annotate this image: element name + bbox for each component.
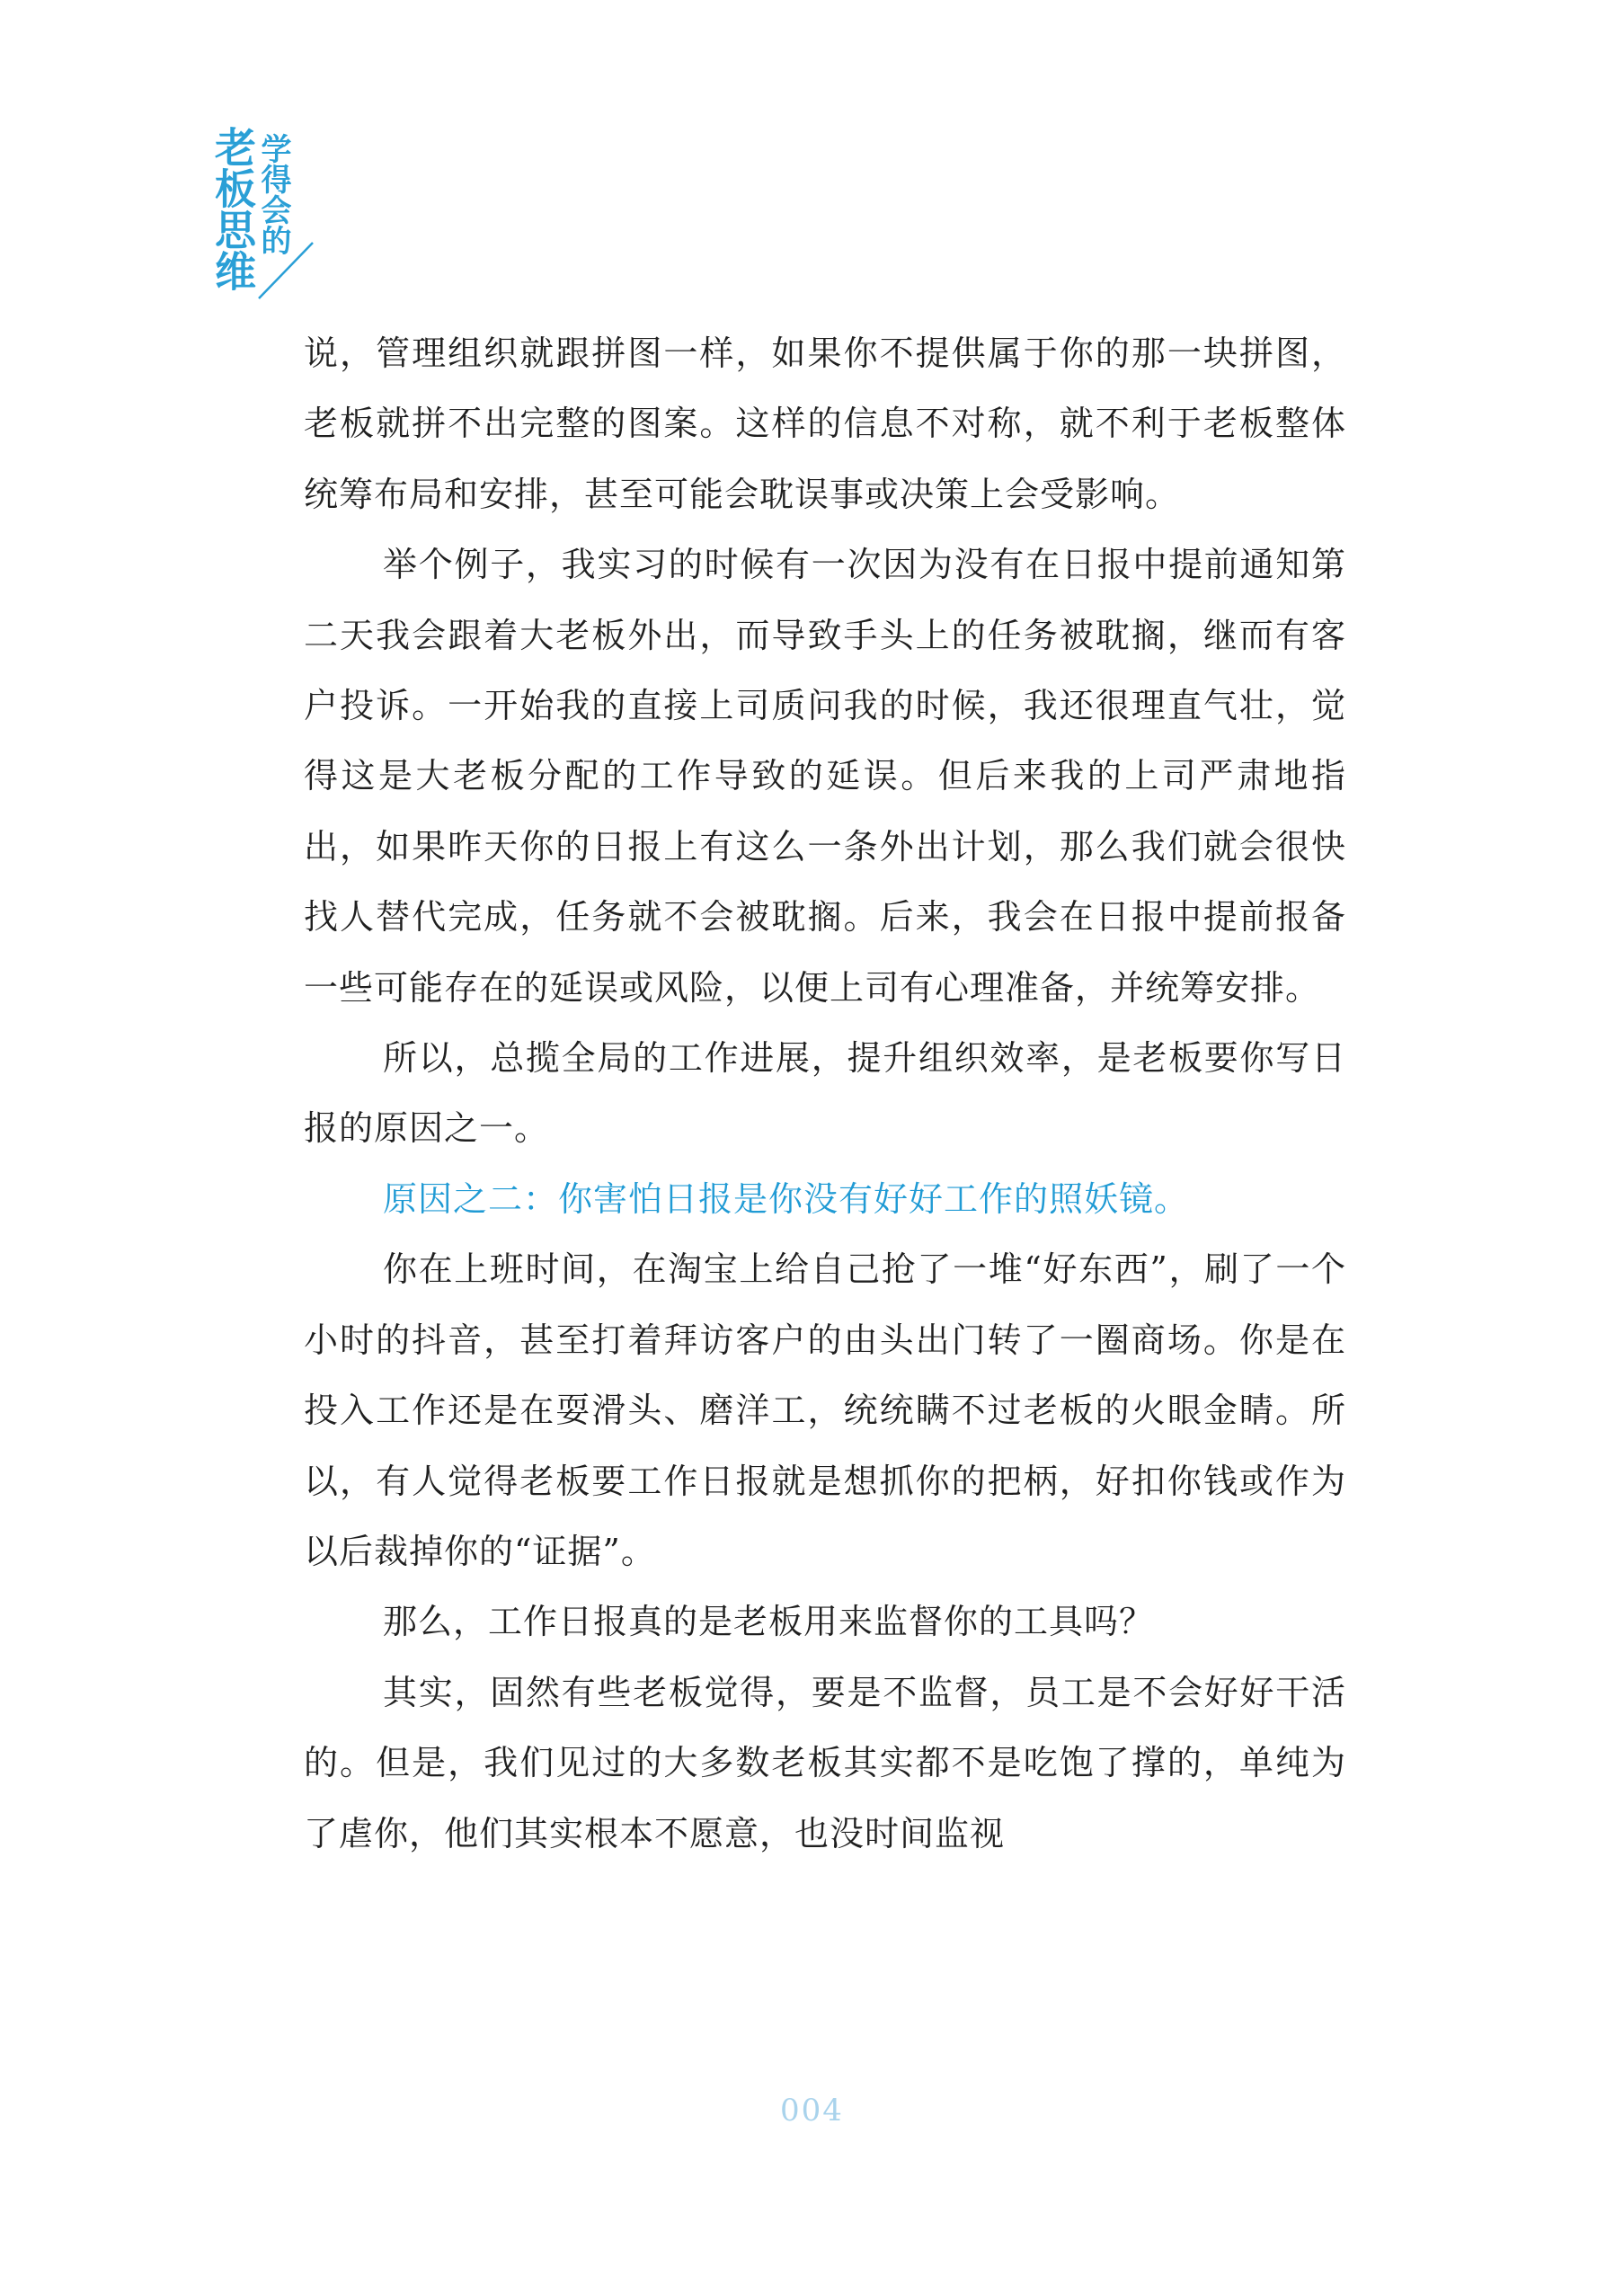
paragraph: 举个例子，我实习的时候有一次因为没有在日报中提前通知第二天我会跟着大老板外出，而导致手头上的任务被耽搁，继而有客户投诉。一开始我的直接上司质问我的时候，我还很理直气壮，觉得这是大老板分配的工作导致的延误。但后来我的上司严肃地指出，如果昨天你的日报上有这么一条外出计划，那么我们就会很快找人替代完成，任务就不会被耽搁。后来，我会在日报中提前报备一些可能存在的延误或风险，以便上司有心理准备，并统筹安排。 (304, 545, 1346, 1008)
paragraph-continuation: 说，管理组织就跟拼图一样，如果你不提供属于你的那一块拼图，老板就拼不出完整的图案。这样的信息不对称，就不利于老板整体统筹布局和安排，甚至可能会耽误事或决策上会受影响。 (304, 333, 1346, 514)
paragraph: 所以，总揽全局的工作进展，提升组织效率，是老板要你写日报的原因之一。 (304, 1038, 1346, 1149)
logo-slash-line (205, 126, 331, 306)
section-heading: 原因之二：你害怕日报是你没有好好工作的照妖镜。 (383, 1178, 1190, 1219)
paragraph: 那么，工作日报真的是老板用来监督你的工具吗？ (383, 1602, 1155, 1642)
paragraph: 你在上班时间，在淘宝上给自己抢了一堆“好东西”，刷了一个小时的抖音，甚至打着拜访客户的由头出门转了一圈商场。你是在投入工作还是在耍滑头、磨洋工，统统瞒不过老板的火眼金睛。所以，有人觉得老板要工作日报就是想抓你的把柄，好扣你钱或作为以后裁掉你的“证据”。 (304, 1249, 1346, 1571)
book-series-logo (205, 126, 331, 306)
paragraph: 其实，固然有些老板觉得，要是不监督，员工是不会好好干活的。但是，我们见过的大多数老板其实都不是吃饱了撑的，单纯为了虐你，他们其实根本不愿意，也没时间监视 (304, 1672, 1346, 1853)
page-body (304, 318, 1346, 1869)
logo-sub-title: 学得会的 (255, 133, 291, 255)
page-number: 004 (780, 2093, 844, 2129)
logo-main-title: 老板思维 (209, 126, 257, 291)
